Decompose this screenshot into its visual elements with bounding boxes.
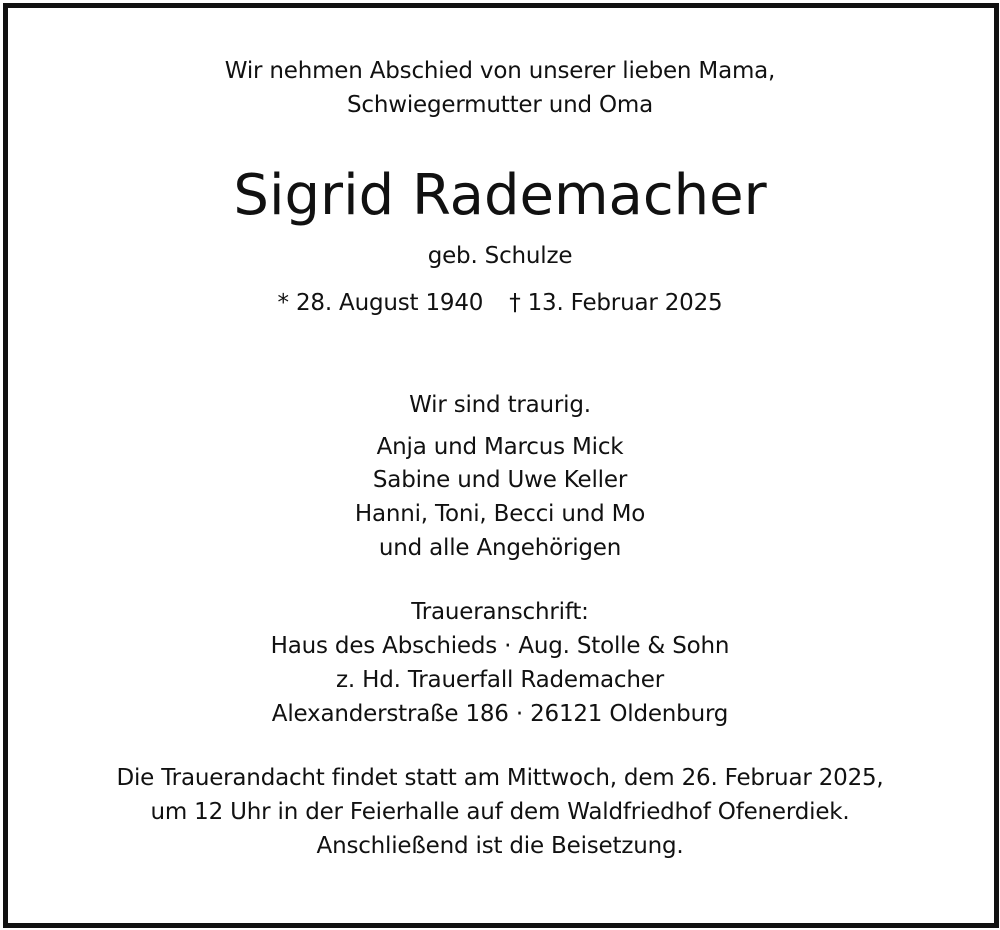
service-line: Die Trauerandacht findet statt am Mittwoch, dem 26. Februar 2025, xyxy=(116,765,884,791)
service-line: Anschließend ist die Beisetzung. xyxy=(316,833,684,859)
address-line: Haus des Abschieds · Aug. Stolle & Sohn xyxy=(270,633,730,659)
birth-name: geb. Schulze xyxy=(427,243,573,269)
life-dates xyxy=(0,292,1000,315)
deceased-name: Sigrid Rademacher xyxy=(233,163,767,228)
death-date: † 13. Februar 2025 xyxy=(509,290,723,316)
address-line: Alexanderstraße 186 · 26121 Oldenburg xyxy=(271,701,729,727)
mourner-line: und alle Angehörigen xyxy=(378,535,622,561)
mourner-line: Anja und Marcus Mick xyxy=(376,434,624,460)
service-line: um 12 Uhr in der Feierhalle auf dem Waldfriedhof Ofenerdiek. xyxy=(150,799,850,825)
intro-line-2: Schwiegermutter und Oma xyxy=(347,92,653,118)
address-line: z. Hd. Trauerfall Rademacher xyxy=(336,667,664,693)
intro-line-1: Wir nehmen Abschied von unserer lieben Mama, xyxy=(224,58,776,84)
mourning-statement: Wir sind traurig. xyxy=(409,392,591,418)
mourner-line: Hanni, Toni, Becci und Mo xyxy=(354,501,646,527)
birth-date: * 28. August 1940 xyxy=(277,290,484,316)
mourner-line: Sabine und Uwe Keller xyxy=(372,467,628,493)
address-heading: Traueranschrift: xyxy=(411,599,589,625)
